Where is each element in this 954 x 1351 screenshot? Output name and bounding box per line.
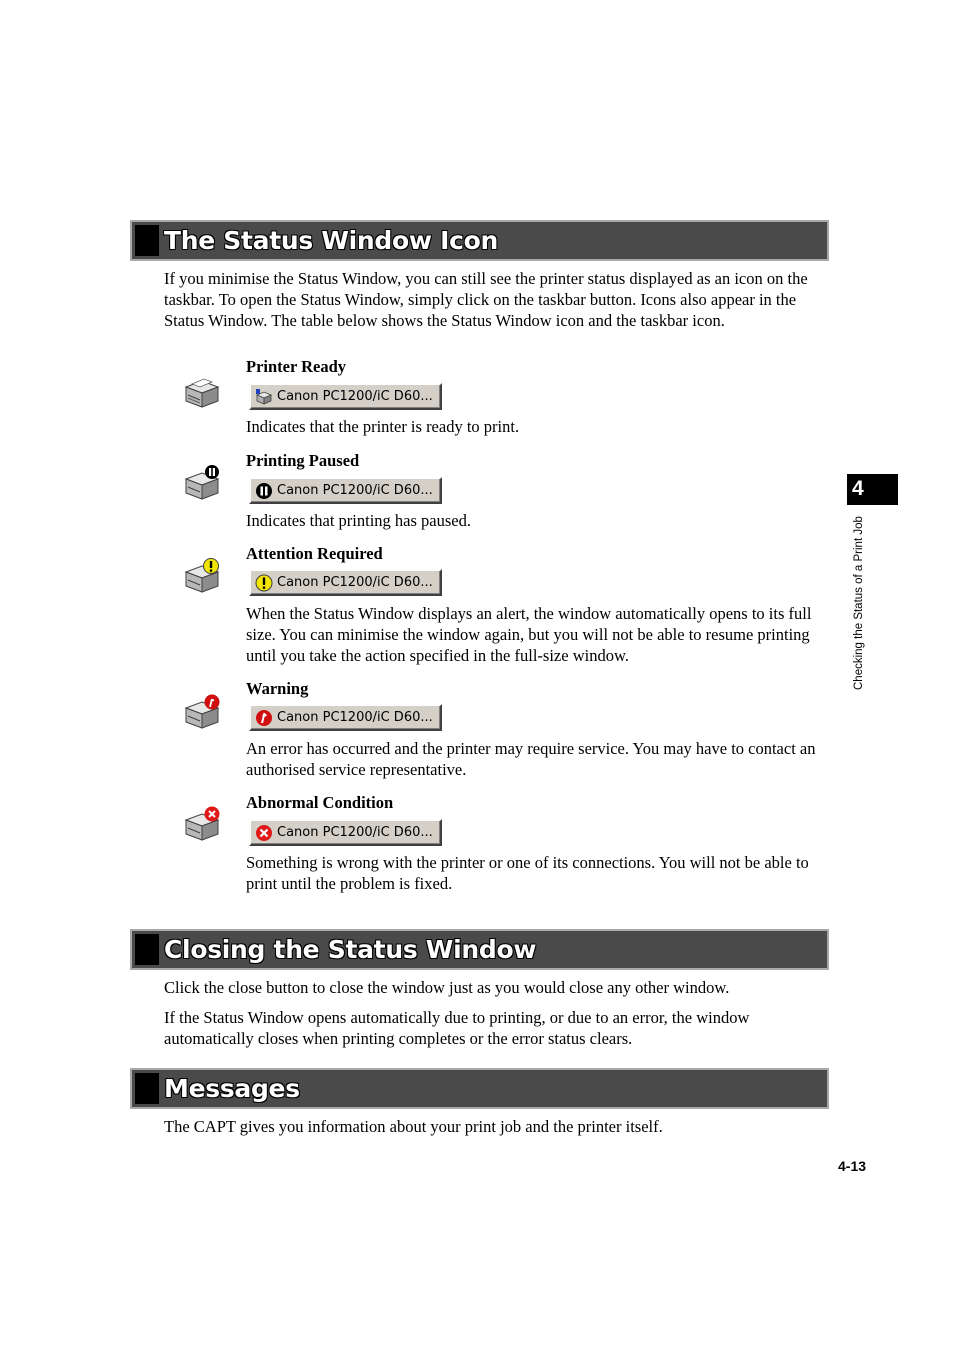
status-item-description: An error has occurred and the printer may require service. You may have to contact an authorised service representative. [246,739,816,779]
printer-ready-icon [182,373,222,409]
section-title: Messages [164,1074,300,1103]
pause-icon [255,482,273,500]
printer-paused-icon [182,465,222,501]
taskbar-button-label: Canon PC1200/iC D60... [277,825,433,840]
section-header-closing [130,929,829,970]
status-item-title: Printer Ready [246,357,347,376]
closing-paragraph-1: Click the close button to close the window just as you would close any other window. [164,978,730,997]
section-header-marker [135,225,159,256]
status-item-title: Abnormal Condition [246,793,394,812]
section-header-marker [135,934,159,965]
status-item-title: Printing Paused [246,451,360,470]
closing-paragraph-2: If the Status Window opens automatically due to printing, or due to an error, the window automatically closes when printing completes or the error status clears. [164,1008,750,1048]
status-item-description: Something is wrong with the printer or one of its connections. You will not be able to print until the problem is fixed. [246,853,809,893]
printer-error-icon [182,806,222,842]
taskbar-button-printer-ready[interactable] [249,383,442,410]
page-number: 4-13 [838,1158,867,1174]
error-x-icon [255,824,273,842]
chapter-side-label: Checking the Status of a Print Job [853,516,865,690]
taskbar-button-warning[interactable] [249,704,442,731]
chapter-number: 4 [852,477,864,500]
status-item-description: Indicates that the printer is ready to print. [246,417,520,436]
printer-warning-icon [182,694,222,730]
warning-exclamation-icon [255,574,273,592]
taskbar-button-printing-paused[interactable] [249,477,442,504]
service-call-icon [255,709,273,727]
section-header-status-window-icon [130,220,829,261]
taskbar-button-label: Canon PC1200/iC D60... [277,389,433,404]
chapter-tab [847,474,898,505]
section-title: Closing the Status Window [164,935,537,964]
section-header-marker [135,1073,159,1104]
taskbar-button-label: Canon PC1200/iC D60... [277,710,433,725]
taskbar-button-attention-required[interactable] [249,569,442,596]
status-item-description: When the Status Window displays an alert, the window automatically opens to its full size. You can minimise the window again, but you will not be able to resume printing until you take the action specified in the full-size window. [246,604,812,665]
printer-ready-small-icon [255,388,273,406]
taskbar-button-abnormal-condition[interactable] [249,819,442,846]
printer-attention-icon [182,558,222,594]
status-item-title: Attention Required [246,544,383,563]
intro-paragraph: If you minimise the Status Window, you can still see the printer status displayed as an icon on the taskbar. To open the Status Window, simply click on the taskbar button. Icons also appear in the Status Window. The table below shows the Status Window icon and the taskbar icon. [164,269,808,330]
status-item-description: Indicates that printing has paused. [246,511,471,530]
taskbar-button-label: Canon PC1200/iC D60... [277,575,433,590]
status-item-title: Warning [246,679,309,698]
taskbar-button-label: Canon PC1200/iC D60... [277,483,433,498]
section-title: The Status Window Icon [164,226,498,255]
messages-paragraph: The CAPT gives you information about your print job and the printer itself. [164,1117,663,1136]
section-header-messages [130,1068,829,1109]
